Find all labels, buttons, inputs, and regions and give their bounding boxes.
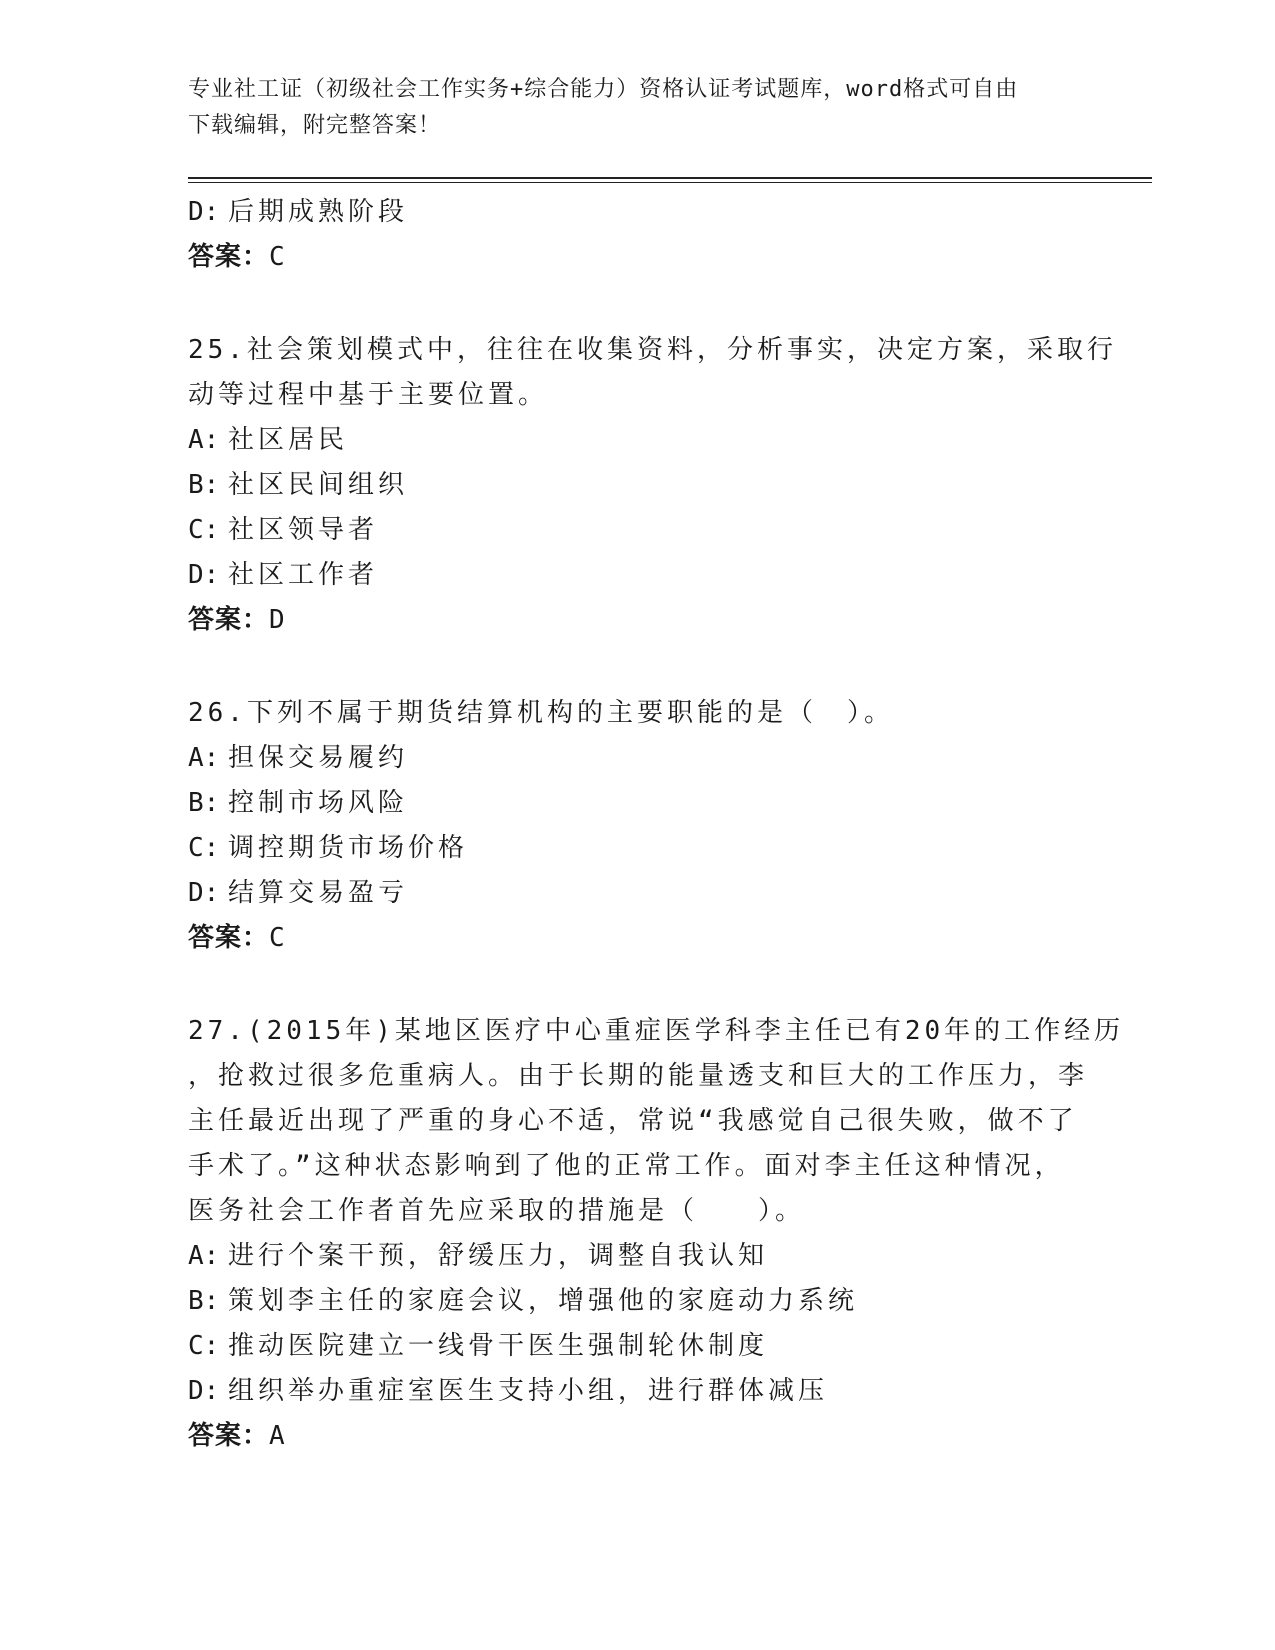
- option-d: [188, 1369, 1088, 1414]
- answer-label: 答案：: [188, 242, 270, 272]
- answer-label: 答案：: [188, 1421, 270, 1451]
- option-key: D:: [188, 878, 220, 908]
- option-text: 策划李主任的家庭会议，增强他的家庭动力系统: [228, 1286, 859, 1316]
- option-b: [188, 1279, 1088, 1324]
- answer-value: D: [269, 605, 286, 635]
- header-divider-thin: [188, 182, 1152, 183]
- question-stem: [188, 691, 1088, 736]
- question-26: [188, 691, 1088, 961]
- option-key: A:: [188, 1241, 220, 1271]
- option-key: D:: [188, 1376, 220, 1406]
- option-key: A:: [188, 743, 220, 773]
- option-a: [188, 1234, 1088, 1279]
- option-key: C:: [188, 515, 220, 545]
- answer-line: [188, 1414, 1088, 1459]
- stem-line: 26.下列不属于期货结算机构的主要职能的是（ ）。: [188, 698, 894, 728]
- option-key: D:: [188, 197, 220, 227]
- answer-line: [188, 598, 1088, 643]
- option-text: 担保交易履约: [228, 743, 409, 773]
- option-key: D:: [188, 560, 220, 590]
- answer-value: C: [269, 923, 286, 953]
- option-d: [188, 190, 1088, 235]
- stem-line: 主任最近出现了严重的身心不适，常说“我感觉自己很失败，做不了: [188, 1106, 1078, 1136]
- option-key: B:: [188, 788, 220, 818]
- header-line-1: 专业社工证（初级社会工作实务+综合能力）资格认证考试题库，word格式可自由: [188, 77, 1019, 102]
- question-stem: [188, 1009, 1125, 1234]
- answer-value: C: [269, 242, 286, 272]
- answer-value: A: [269, 1421, 286, 1451]
- stem-line: ，抢救过很多危重病人。由于长期的能量透支和巨大的工作压力，李: [188, 1061, 1089, 1091]
- question-stem: [188, 328, 1117, 418]
- stem-line: 25.社会策划模式中，往往在收集资料，分析事实，决定方案，采取行: [188, 335, 1117, 365]
- spacer: [188, 961, 1088, 1009]
- option-text: 结算交易盈亏: [228, 878, 409, 908]
- option-b: [188, 781, 1088, 826]
- stem-line: 27.(2015年)某地区医疗中心重症医学科李主任已有20年的工作经历: [188, 1016, 1125, 1046]
- option-b: [188, 463, 1088, 508]
- option-key: A:: [188, 425, 220, 455]
- option-c: [188, 508, 1088, 553]
- option-text: 组织举办重症室医生支持小组，进行群体减压: [228, 1376, 829, 1406]
- option-text: 控制市场风险: [228, 788, 409, 818]
- option-text: 社区工作者: [228, 560, 379, 590]
- option-text: 后期成熟阶段: [228, 197, 409, 227]
- option-d: [188, 553, 1088, 598]
- stem-line: 医务社会工作者首先应采取的措施是（ ）。: [188, 1196, 806, 1226]
- question-25: [188, 328, 1117, 643]
- answer-line: [188, 916, 1088, 961]
- answer-line: [188, 235, 1088, 280]
- header-line-2: 下载编辑，附完整答案！: [188, 113, 442, 138]
- stem-line: 手术了。”这种状态影响到了他的正常工作。面对李主任这种情况，: [188, 1151, 1065, 1181]
- option-text: 社区领导者: [228, 515, 379, 545]
- spacer: [188, 643, 1088, 691]
- option-text: 调控期货市场价格: [228, 833, 469, 863]
- option-a: [188, 418, 1088, 463]
- previous-question-tail: [188, 190, 1088, 280]
- document-header: [188, 72, 1088, 144]
- header-divider-thick: [188, 177, 1152, 179]
- option-text: 推动医院建立一线骨干医生强制轮休制度: [228, 1331, 769, 1361]
- option-d: [188, 871, 1088, 916]
- option-text: 进行个案干预，舒缓压力，调整自我认知: [228, 1241, 769, 1271]
- option-key: B:: [188, 470, 220, 500]
- question-27: [188, 1009, 1125, 1459]
- option-text: 社区居民: [228, 425, 349, 455]
- option-key: B:: [188, 1286, 220, 1316]
- option-c: [188, 1324, 1088, 1369]
- option-text: 社区民间组织: [228, 470, 409, 500]
- option-c: [188, 826, 1088, 871]
- spacer: [188, 280, 1088, 328]
- stem-line: 动等过程中基于主要位置。: [188, 380, 549, 410]
- option-key: C:: [188, 833, 220, 863]
- answer-label: 答案：: [188, 923, 270, 953]
- question-content: [188, 190, 1125, 1459]
- answer-label: 答案：: [188, 605, 270, 635]
- option-a: [188, 736, 1088, 781]
- option-key: C:: [188, 1331, 220, 1361]
